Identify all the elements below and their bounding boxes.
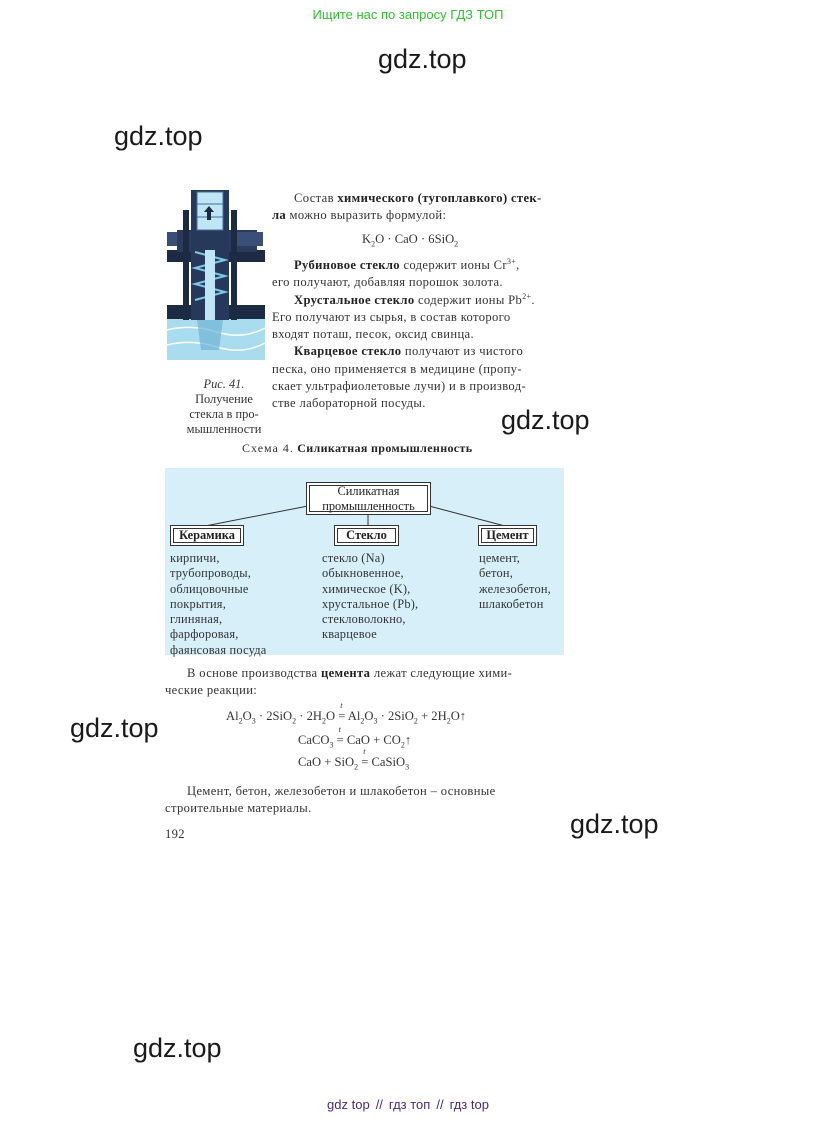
figure-caption-line: мышленности — [186, 422, 262, 436]
glass-list: стекло (Na) обыкновенное, химическое (K), хрустальное (Pb), стекловолокно, кварцевое — [322, 551, 419, 642]
watermark: gdz.top — [378, 44, 467, 74]
top-search-hint[interactable]: Ищите нас по запросу ГДЗ ТОП — [312, 7, 504, 22]
scheme-node-ceramics: Керамика — [170, 525, 244, 546]
watermark: gdz.top — [570, 809, 659, 839]
figure-caption-line: стекла в про- — [189, 407, 259, 421]
conclusion-paragraph: Цемент, бетон, железобетон и шлакобетон – основные строительные материалы. — [165, 784, 496, 816]
watermark: gdz.top — [133, 1033, 222, 1063]
footer-separator: // — [436, 1097, 444, 1112]
scheme-diagram — [165, 468, 564, 655]
reaction-3: CaO + SiO$_2$ = t CaSiO$_3$ — [298, 747, 410, 772]
figure-caption-label: Рис. 41. — [203, 377, 245, 391]
figure-caption — [184, 377, 264, 437]
footer-separator: // — [375, 1097, 383, 1112]
footer-link[interactable]: гдз топ — [388, 1097, 431, 1112]
intro-paragraph: Состав химического (тугоплавкого) стек- ла можно выразить формулой: — [272, 191, 542, 223]
cement-paragraph: В основе производства цемента лежат следующие хими- ческие реакции: — [165, 666, 513, 698]
scheme-node-glass: Стекло — [334, 525, 399, 546]
page-number: 192 — [165, 827, 185, 841]
scheme-node-cement: Цемент — [478, 525, 537, 546]
ceramics-list: кирпичи, трубопроводы, облицовочные покрытия, глиняная, фарфоровая, фаянсовая посуда — [170, 551, 267, 657]
glass-formula: $K_2O$ · CaO · 6SiO$_2$ — [362, 232, 459, 249]
scheme-title: Схема 4. Силикатная промышленность — [242, 441, 473, 455]
footer-link[interactable]: gdz top — [327, 1097, 370, 1112]
reaction-2: CaCO$_3$ = t CaO + $CO_2↑$ — [298, 725, 412, 750]
glass-production-illustration — [167, 190, 265, 360]
watermark: gdz.top — [501, 405, 590, 435]
watermark: gdz.top — [114, 121, 203, 151]
scheme-root-node: Силикатная промышленность — [306, 482, 431, 515]
figure-caption-line: Получение — [195, 392, 253, 406]
footer-link[interactable]: гдз top — [449, 1097, 489, 1112]
cement-list: цемент, бетон, железобетон, шлакобетон — [479, 551, 551, 611]
watermark: gdz.top — [70, 713, 159, 743]
footer-links — [0, 1097, 816, 1112]
glass-types-text: Рубиновое стекло содержит ионы $Cr^{3+}$, его получают, добавляя порошок золота. Хрустальное стекло содержит ионы $Pb^{2+}$. Его получают из сырья, в состав которого входят поташ, песок, оксид свинца. Кварцевое стекло получают из чистого песка, оно применяется в медицине (пропу- скает ультрафиолетовые лучи) и в производ- стве лабораторной посуды. — [272, 256, 535, 411]
reaction-1: $Al_2O_3 \cdot 2SiO_2 \cdot 2H_2O$ = t $Al_2O_3 \cdot 2SiO_2$ + $2H_2O↑$ — [226, 701, 467, 726]
